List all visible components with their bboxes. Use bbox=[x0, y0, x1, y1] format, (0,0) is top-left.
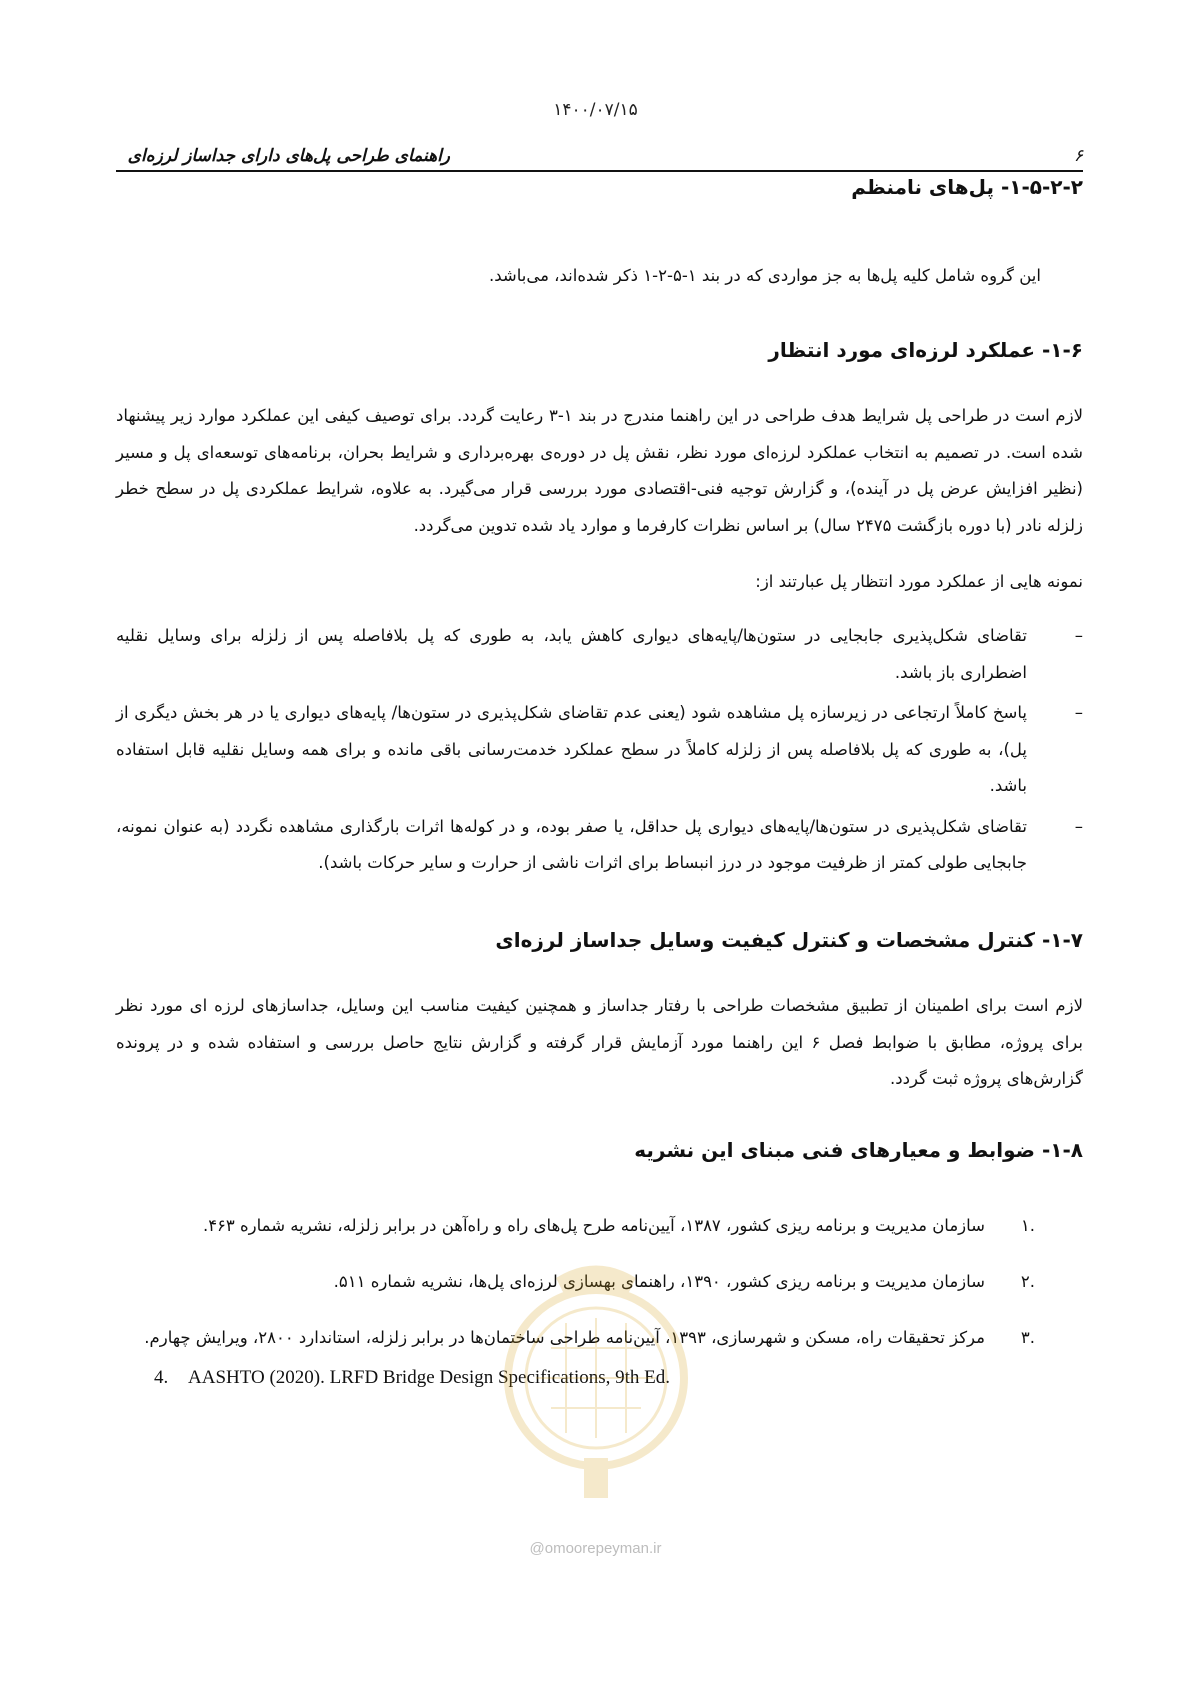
list-item bbox=[116, 695, 1083, 805]
list-item bbox=[116, 809, 1083, 882]
reference-item bbox=[116, 1208, 1083, 1264]
section-paragraph: لازم است در طراحی پل شرایط هدف طراحی در این راهنما مندرج در بند ۱-۳ رعایت گردد. برای توصیف کیفی این عملکرد موارد زیر پیشنهاد شده است. در تصمیم به انتخاب عملکرد لرزه‌ای مورد نظر، نقش پل در دوره‌ی بهره‌برداری و شرایط بحران، برنامه‌های توسعه‌ای پل و مسیر (نظیر افزایش عرض پل در آینده)، و گزارش توجیه فنی-اقتصادی مورد بررسی قرار می‌گیرد. به علاوه، شرایط عملکردی پل در سطح خطر زلزله نادر (با دوره بازگشت ۲۴۷۵ سال) بر اساس نظرات کارفرما و موارد یاد شده تدوین می‌گردد. bbox=[116, 406, 1083, 535]
section-heading-isolator-quality-control: ۱-۷- کنترل مشخصات و کنترل کیفیت وسایل جداساز لرزه‌ای bbox=[495, 928, 1083, 952]
page-number: ۶ bbox=[1073, 146, 1083, 166]
reference-number: .۳ bbox=[1020, 1328, 1035, 1347]
section-heading-references: ۱-۸- ضوابط و معیارهای فنی مبنای این نشریه bbox=[634, 1138, 1083, 1162]
reference-number: .۱ bbox=[1020, 1216, 1035, 1235]
bullet-text: تقاضای شکل‌پذیری جابجایی در ستون‌ها/پایه‌های دیواری کاهش یابد، به طوری که پل بلافاصله پس از زلزله برای وسایل نقلیه اضطراری باز باشد. bbox=[116, 626, 1027, 682]
bullet-dash: – bbox=[1074, 816, 1083, 836]
bullet-dash: – bbox=[1074, 626, 1083, 645]
section-paragraph: لازم است برای اطمینان از تطبیق مشخصات طراحی با رفتار جداساز و همچنین کیفیت مناسب این وسایل، جداسازهای لرزه ای مورد نظر برای پروژه، مطابق با ضوابط فصل ۶ این راهنما مورد آزمایش قرار گرفته و گزارش نتایج حاصل بررسی و استفاده شده و در پرونده گزارش‌های پروژه ثبت گردد. bbox=[116, 996, 1083, 1088]
header-title: راهنمای طراحی پل‌های دارای جداساز لرزه‌ای bbox=[127, 146, 450, 166]
reference-number: 4. bbox=[154, 1367, 169, 1388]
section-heading-irregular-bridges: ۱-۵-۲-۲- پل‌های نامنظم bbox=[851, 175, 1083, 199]
list-intro: نمونه هایی از عملکرد مورد انتظار پل عبارتند از: bbox=[755, 572, 1083, 591]
reference-number: .۲ bbox=[1020, 1272, 1035, 1291]
list-item bbox=[116, 618, 1083, 691]
section-paragraph: این گروه شامل کلیه پل‌ها به جز مواردی که در بند ۱-۵-۲-۱ ذکر شده‌اند، می‌باشد. bbox=[488, 266, 1041, 285]
date-stamp: ۱۴۰۰/۰۷/۱۵ bbox=[553, 100, 638, 120]
reference-text: مرکز تحقیقات راه، مسکن و شهرسازی، ۱۳۹۳، آیین‌نامه طراحی ساختمان‌ها در برابر زلزله، استاندارد ۲۸۰۰، ویرایش چهارم. bbox=[144, 1328, 985, 1347]
bullet-list bbox=[116, 618, 1083, 882]
reference-text: سازمان مدیریت و برنامه ریزی کشور، ۱۳۹۰، راهنمای بهسازی لرزه‌ای پل‌ها، نشریه شماره ۵۱۱. bbox=[333, 1272, 985, 1291]
reference-text: سازمان مدیریت و برنامه ریزی کشور، ۱۳۸۷، آیین‌نامه طرح پل‌های راه و راه‌آهن در برابر زلزله، نشریه شماره ۴۶۳. bbox=[202, 1216, 985, 1235]
running-header bbox=[116, 146, 1083, 172]
watermark-text: @omoorepeyman.ir bbox=[529, 1540, 662, 1557]
bullet-text: پاسخ کاملاً ارتجاعی در زیرسازه پل مشاهده شود (یعنی عدم تقاضای شکل‌پذیری در ستون‌ها/ پایه‌های دیواری یا در هر بخش دیگری از پل)، به طوری که پل بلافاصله پس از زلزله کاملاً در سطح عملکرد خدمت‌رسانی باقی مانده و برای همه وسایل نقلیه قابل استفاده باشد. bbox=[116, 703, 1027, 795]
bullet-text: تقاضای شکل‌پذیری در ستون‌ها/پایه‌های دیواری پل حداقل، یا صفر بوده، و در کوله‌ها اثرات بارگذاری مشاهده نگردد (به عنوان نمونه، جابجایی طولی کمتر از ظرفیت موجود در درز انبساط برای اثرات ناشی از حرارت و سایر حرکات باشد). bbox=[116, 816, 1027, 872]
bullet-dash: – bbox=[1074, 703, 1083, 722]
section-heading-expected-performance: ۱-۶- عملکرد لرزه‌ای مورد انتظار bbox=[768, 338, 1083, 362]
watermark-logo-icon bbox=[496, 1258, 696, 1518]
reference-text: AASHTO (2020). LRFD Bridge Design Specifications, 9th Ed. bbox=[188, 1367, 670, 1388]
